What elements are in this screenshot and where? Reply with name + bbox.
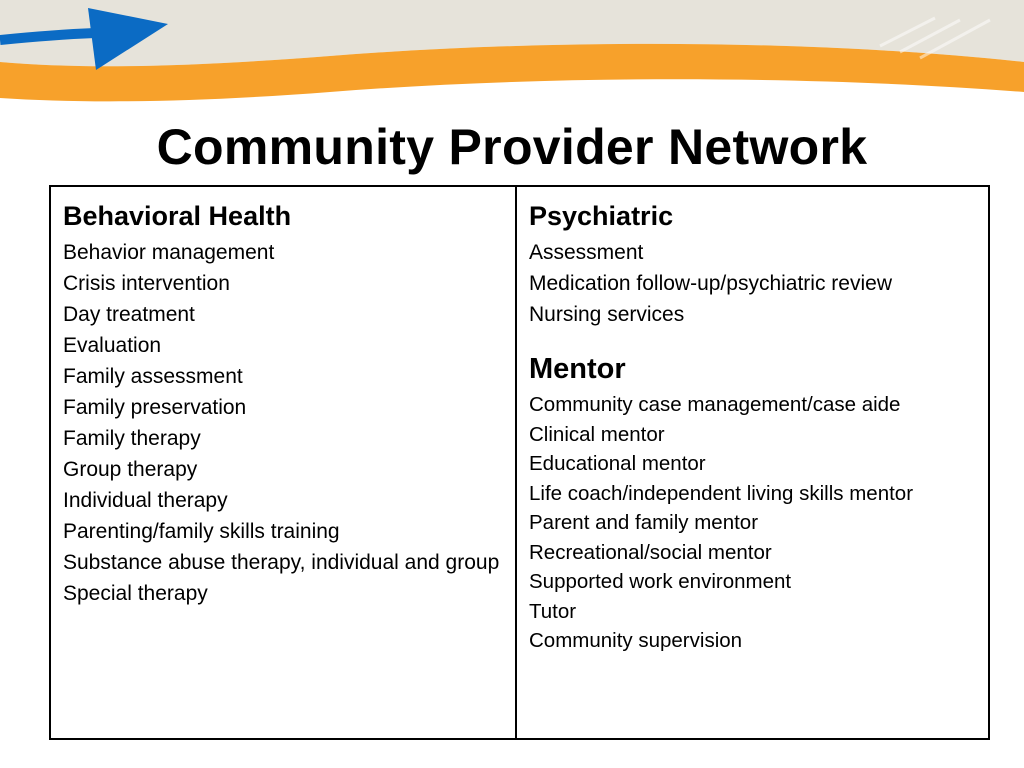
list-item: Recreational/social mentor (529, 540, 772, 564)
page-title: Community Provider Network (156, 119, 868, 175)
list-item: Parenting/family skills training (63, 520, 340, 543)
psychiatric-heading: Psychiatric (529, 201, 674, 231)
psychiatric-mentor-column (517, 187, 988, 738)
list-item: Evaluation (63, 334, 162, 357)
mentor-list (529, 390, 976, 656)
services-table (49, 185, 990, 740)
list-item: Medication follow-up/psychiatric review (529, 272, 892, 295)
mentor-heading: Mentor (529, 353, 626, 385)
list-item: Assessment (529, 241, 644, 264)
list-item: Tutor (529, 599, 577, 623)
list-item: Clinical mentor (529, 422, 665, 446)
list-item: Special therapy (63, 582, 208, 605)
psychiatric-list (529, 237, 976, 330)
list-item: Family preservation (63, 396, 247, 419)
list-item: Supported work environment (529, 570, 792, 593)
list-item: Life coach/independent living skills mentor (529, 481, 914, 505)
list-item: Day treatment (63, 303, 195, 326)
behavioral-health-column (51, 187, 517, 738)
list-item: Family assessment (63, 365, 243, 388)
list-item: Nursing services (529, 303, 685, 326)
list-item: Behavior management (63, 241, 275, 264)
list-item: Individual therapy (63, 489, 228, 512)
header-banner (0, 0, 1024, 120)
list-item: Crisis intervention (63, 272, 230, 295)
list-item: Parent and family mentor (529, 511, 759, 534)
behavioral-health-list (63, 237, 503, 609)
behavioral-health-heading: Behavioral Health (63, 201, 292, 231)
list-item: Educational mentor (529, 452, 706, 475)
list-item: Community supervision (529, 629, 743, 652)
list-item: Substance abuse therapy, individual and group (63, 551, 500, 574)
list-item: Family therapy (63, 427, 201, 450)
list-item: Community case management/case aide (529, 393, 901, 416)
list-item: Group therapy (63, 458, 198, 481)
